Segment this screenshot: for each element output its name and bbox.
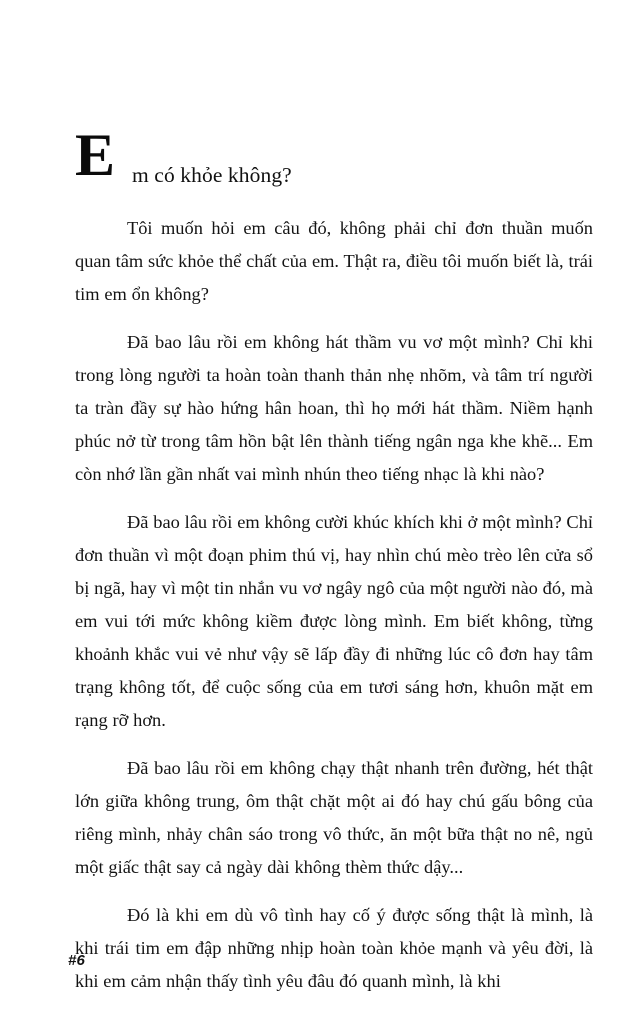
page-number-folio: #6 — [68, 952, 86, 969]
page-title-text: m có khỏe không? — [132, 162, 292, 187]
body-paragraph-3: Đã bao lâu rồi em không cười khúc khích khi ở một mình? Chỉ đơn thuần vì một đoạn phim thú vị, hay nhìn chú mèo trèo lên cửa sổ bị ngã, hay vì một tin nhắn vu vơ ngây ngô của một người nào đó, mà em vui tới mức không kiềm được lòng mình. Em biết không, từng khoảnh khắc vui vẻ như vậy sẽ lấp đầy đi những lúc cô đơn hay tâm trạng không tốt, để cuộc sống của em tươi sáng hơn, khuôn mặt em rạng rỡ hơn. — [75, 512, 593, 730]
body-paragraph-2: Đã bao lâu rồi em không hát thầm vu vơ một mình? Chỉ khi trong lòng người ta hoàn toàn thanh thản nhẹ nhõm, và tâm trí người ta tràn đầy sự hào hứng hân hoan, thì họ mới hát thầm. Niềm hạnh phúc nở từ trong tâm hồn bật lên thành tiếng ngân nga khe khẽ... Em còn nhớ lần gần nhất vai mình nhún theo tiếng nhạc là khi nào? — [75, 332, 593, 484]
text-column — [75, 122, 593, 998]
page-title — [75, 122, 593, 194]
body-paragraph-5: Đó là khi em dù vô tình hay cố ý được sống thật là mình, là khi trái tim em đập những nhịp hoàn toàn khỏe mạnh và yêu đời, là khi em cảm nhận thấy tình yêu đâu đó quanh mình, là khi — [75, 905, 593, 991]
drop-cap-letter: E — [75, 122, 116, 188]
body-paragraph-1: Tôi muốn hỏi em câu đó, không phải chỉ đơn thuần muốn quan tâm sức khỏe thể chất của em. Thật ra, điều tôi muốn biết là, trái tim em ổn không? — [75, 218, 593, 304]
body-paragraph-4: Đã bao lâu rồi em không chạy thật nhanh trên đường, hét thật lớn giữa không trung, ôm thật chặt một ai đó hay chú gấu bông của riêng mình, nhảy chân sáo trong vô thức, ăn một bữa thật no nê, ngủ một giấc thật say cả ngày dài không thèm thức dậy... — [75, 758, 593, 877]
